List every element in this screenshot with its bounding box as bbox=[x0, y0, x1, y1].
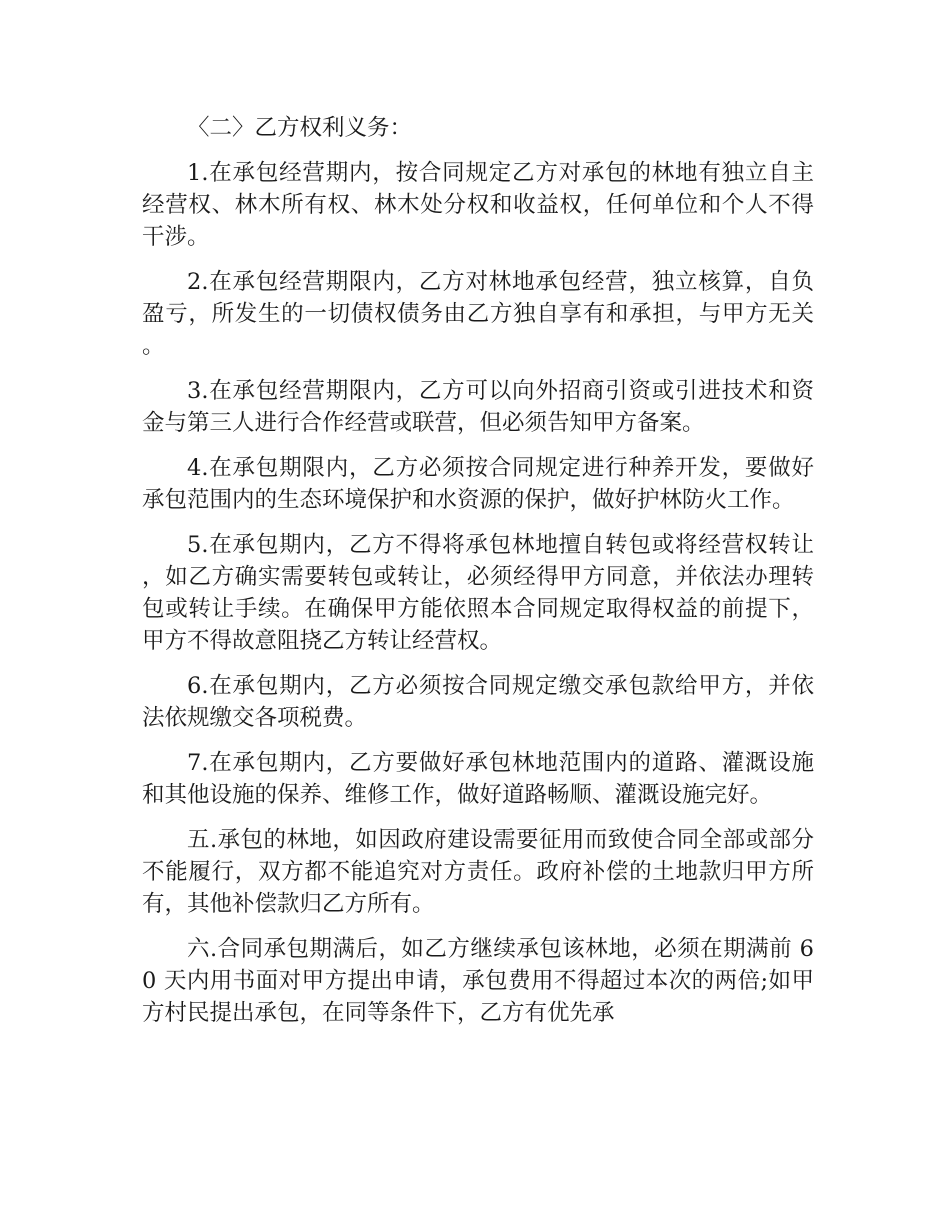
paragraph-1: 1.在承包经营期内，按合同规定乙方对承包的林地有独立自主经营权、林木所有权、林木处分权和收益权，任何单位和个人不得干涉。 bbox=[142, 160, 814, 250]
paragraph-section-6: 六.合同承包期满后，如乙方继续承包该林地，必须在期满前 60 天内用书面对甲方提出申请，承包费用不得超过本次的两倍;如甲方村民提出承包，在同等条件下，乙方有优先承 bbox=[142, 936, 814, 1026]
paragraph-2: 2.在承包经营期限内，乙方对林地承包经营，独立核算，自负盈亏，所发生的一切债权债务由乙方独自享有和承担，与甲方无关。 bbox=[142, 269, 814, 359]
paragraph-5: 5.在承包期内，乙方不得将承包林地擅自转包或将经营权转让，如乙方确实需要转包或转让，必须经得甲方同意，并依法办理转包或转让手续。在确保甲方能依照本合同规定取得权益的前提下，甲方不得故意阻挠乙方转让经营权。 bbox=[142, 532, 814, 654]
paragraph-section-5: 五.承包的林地，如因政府建设需要征用而致使合同全部或部分不能履行，双方都不能追究对方责任。政府补偿的土地款归甲方所有，其他补偿款归乙方所有。 bbox=[142, 827, 814, 917]
paragraph-6: 6.在承包期内，乙方必须按合同规定缴交承包款给甲方，并依法依规缴交各项税费。 bbox=[142, 673, 814, 731]
section-heading: 〈二〉乙方权利义务： bbox=[187, 115, 413, 141]
paragraph-7: 7.在承包期内，乙方要做好承包林地范围内的道路、灌溉设施和其他设施的保养、维修工作，做好道路畅顺、灌溉设施完好。 bbox=[142, 750, 814, 808]
paragraph-3: 3.在承包经营期限内，乙方可以向外招商引资或引进技术和资金与第三人进行合作经营或联营，但必须告知甲方备案。 bbox=[142, 378, 814, 436]
paragraph-4: 4.在承包期限内，乙方必须按合同规定进行种养开发，要做好承包范围内的生态环境保护和水资源的保护，做好护林防火工作。 bbox=[142, 455, 814, 513]
document-body bbox=[142, 112, 814, 1042]
